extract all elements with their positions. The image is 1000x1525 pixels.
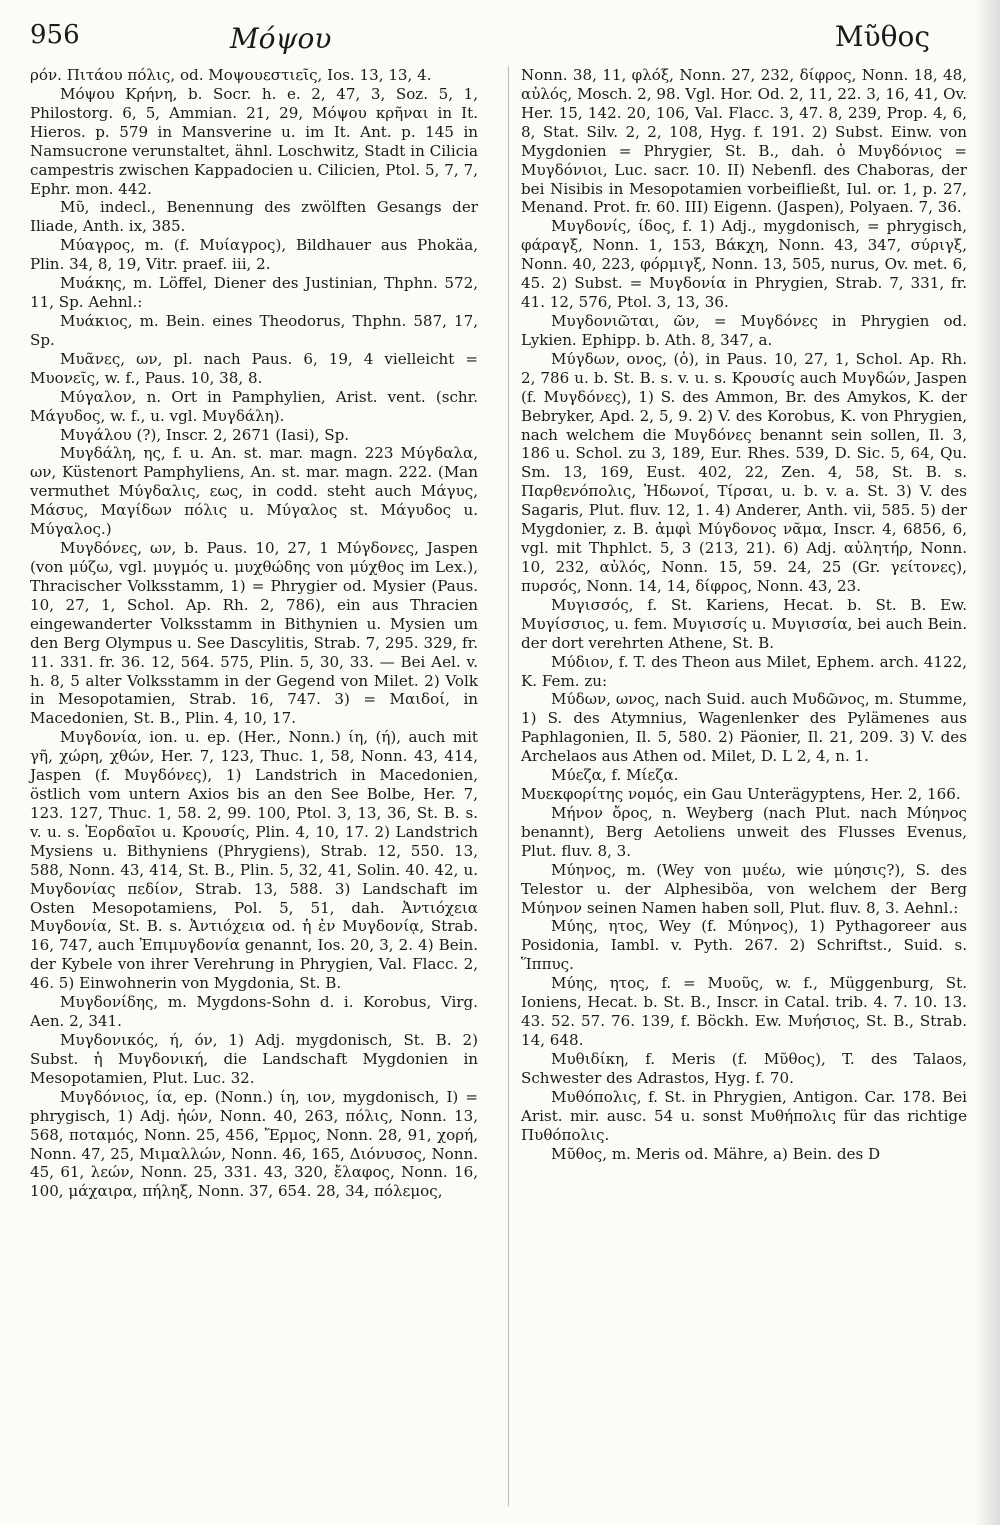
dictionary-entry: Μυγδονίς, ίδος, f. 1) Adj., mygdonisch, = phrygisch, φάραγξ, Nonn. 1, 153, Βάκχη, Nonn. 43, 347, σύριγξ, Nonn. 40, 223, φόρμιγξ, Nonn. 13, 505, nurus, Ov. met. 6, 45. 2) Subst. = Μυγδονία in Phrygien, Strab. 7, 331, fr. 41. 12, 576, Ptol. 3, 13, 36. — [521, 217, 967, 312]
dictionary-entry: Μυᾶνες, ων, pl. nach Paus. 6, 19, 4 vielleicht = Μυονεῖς, w. f., Paus. 10, 38, 8. — [30, 349, 478, 387]
dictionary-entry: Μυγδονία, ion. u. ep. (Her., Nonn.) ίη, (ή), auch mit γῆ, χώρη, χθών, Her. 7, 123, Thuc. 1, 58, Nonn. 43, 414, Jaspen (f. Μυγδόνες), 1) Landstrich in Macedonien, östlich vom untern Axios bis an den See Bolbe, Her. 7, 123. 127, Thuc. 1, 58. 2, 99. 100, Ptol. 3, 13, 36, St. B. s. v. u. s. Ἐορδαῖοι u. Κρουσίς, Plin. 4, 10, 17. 2) Landstrich Mysiens u. Bithyniens (Phrygiens), Strab. 12, 550. 13, 588, Nonn. 43, 414, St. B., Plin. 5, 32, 41, Solin. 40. 42, u. Μυγδονίας πεδίον, Strab. 13, 588. 3) Landschaft im Osten Mesopotamiens, Pol. 5, 51, dah. Ἀντιόχεια Μυγδονία, St. B. s. Ἀντιόχεια od. ἡ ἐν Μυγδονίᾳ, Strab. 16, 747, auch Ἐπιμυγδονία genannt, Ios. 20, 3, 2. 4) Bein. der Kybele von ihrer Verehrung in Phrygien, Val. Flacc. 2, 46. 5) Einwohnerin von Mygdonia, St. B. — [30, 728, 478, 993]
running-head-left: Μόψου — [230, 22, 332, 55]
dictionary-entry: Μυγάλου (?), Inscr. 2, 2671 (Iasi), Sp. — [60, 425, 350, 444]
dictionary-entry: Μύγαλον, n. Ort in Pamphylien, Arist. vent. (schr. Μάγυδος, w. f., u. vgl. Μυγδάλη). — [30, 387, 478, 425]
dictionary-entry: ρόν. Πιτάου πόλις, od. Μοψουεστιεῖς, Ios. 13, 13, 4. — [30, 66, 432, 84]
dictionary-entry: Μυεκφορίτης νομός, ein Gau Unterägyptens, Her. 2, 166. — [521, 785, 961, 804]
dictionary-entry: Μύης, ητος, Wey (f. Μύηνος), 1) Pythagoreer aus Posidonia, Iambl. v. Pyth. 267. 2) Schriftst., Suid. s. Ἵππυς. — [521, 917, 967, 974]
running-head-right: Μῦθος — [834, 20, 930, 53]
dictionary-entry: Μυγδονιῶται, ῶν, = Μυγδόνες in Phrygien od. Lykien. Ephipp. b. Ath. 8, 347, a. — [521, 311, 967, 349]
right-column — [521, 66, 967, 1163]
dictionary-entry: Μύδιον, f. T. des Theon aus Milet, Ephem. arch. 4122, K. Fem. zu: — [521, 652, 967, 690]
dictionary-entry: Μυγδόνιος, ία, ep. (Nonn.) ίη, ιον, mygdonisch, I) = phrygisch, 1) Adj. ἠών, Nonn. 40, 263, πόλις, Nonn. 13, 568, ποταμός, Nonn. 25, 456, Ἔρμος, Nonn. 28, 91, χορή, Nonn. 47, 25, Μιμαλλών, Nonn. 46, 165, Διόνυσος, Nonn. 45, 61, λεών, Nonn. 25, 331. 43, 320, ἔλαφος, Nonn. 16, 100, μάχαιρα, πήληξ, Nonn. 37, 654. 28, 34, πόλεμος, — [30, 1087, 478, 1201]
dictionary-entry: Μυθόπολις, f. St. in Phrygien, Antigon. Car. 178. Bei Arist. mir. ausc. 54 u. sonst Μυθήπολις für das richtige Πυθόπολις. — [521, 1087, 967, 1144]
dictionary-entry: Nonn. 38, 11, φλόξ, Nonn. 27, 232, δίφρος, Nonn. 18, 48, αὐλός, Mosch. 2, 98. Vgl. Hor. Od. 2, 11, 22. 3, 16, 41, Ov. Her. 15, 142. 20, 106, Val. Flacc. 3, 47. 8, 239, Prop. 4, 6, 8, Stat. Silv. 2, 2, 108, Hyg. f. 191. 2) Subst. Einw. von Mygdonien = Phrygier, St. B., dah. ὁ Μυγδόνιος = Μυγδόνιοι, Luc. sacr. 10. II) Nebenfl. des Chaboras, der bei Nisibis in Mesopotamien vorbeifließt, Iul. or. 1, p. 27, Menand. Prot. fr. 60. III) Eigenn. (Jaspen), Polyaen. 7, 36. — [521, 66, 967, 217]
page-number: 956 — [30, 20, 80, 50]
dictionary-entry: Μυγδονικός, ή, όν, 1) Adj. mygdonisch, St. B. 2) Subst. ἡ Μυγδονική, die Landschaft Mygdonien in Mesopotamien, Plut. Luc. 32. — [30, 1031, 478, 1087]
dictionary-entry: Μύγδων, ονος, (ὁ), in Paus. 10, 27, 1, Schol. Ap. Rh. 2, 786 u. b. St. B. s. v. u. s. Κρουσίς auch Μυγδών, Jaspen (f. Μυγδόνες), 1) S. des Ammon, Br. des Amykos, K. der Bebryker, Apd. 2, 5, 9. 2) V. des Korobus, K. von Phrygien, nach welchem die Μυγδόνες benannt sein sollen, Il. 3, 186 u. Schol. zu 3, 189, Eur. Rhes. 539, D. Sic. 5, 64, Qu. Sm. 13, 169, Eust. 402, 22, Zen. 4, 58, St. B. s. Παρθενόπολις, Ἠδωνοί, Τίρσαι, u. b. v. a. St. 3) V. des Sagaris, Plut. fluv. 12, 1. 4) Anderer, Anth. vii, 585. 5) der Mygdonier, z. B. ἀμφὶ Μύγδονος νᾶμα, Inscr. 4, 6856, 6, vgl. mit Thphlct. 5, 3 (213, 21). 6) Adj. αὐλητήρ, Nonn. 10, 232, αὐλός, Nonn. 15, 59. 24, 25 (Gr. γείτονες), πυρσός, Nonn. 14, 14, δίφρος, Nonn. 43, 23. — [521, 349, 967, 595]
dictionary-entry: Μύηνος, m. (Wey von μυέω, wie μύησις?), S. des Telestor u. der Alphesiböa, von welchem der Berg Μύηνον seinen Namen haben soll, Plut. fluv. 8, 3. Aehnl.: — [521, 860, 967, 917]
dictionary-entry: Μόψου Κρήνη, b. Socr. h. e. 2, 47, 3, Soz. 5, 1, Philostorg. 6, 5, Ammian. 21, 29, Μόψου κρῆναι in It. Hieros. p. 579 in Mansverine u. im It. Ant. p. 145 in Namsucrone verunstaltet, ähnl. Loschwitz, Stadt in Cilicia campestris zwischen Kappadocien u. Cilicien, Ptol. 5, 7, 7, Ephr. mon. 442. — [30, 84, 478, 198]
dictionary-entry: Μυάκιος, m. Bein. eines Theodorus, Thphn. 587, 17, Sp. — [30, 311, 478, 349]
page-edge-shadow — [974, 0, 1000, 1525]
dictionary-entry: Μήνον ὄρος, n. Weyberg (nach Plut. nach Μύηνος benannt), Berg Aetoliens unweit des Flusses Evenus, Plut. fluv. 8, 3. — [521, 803, 967, 860]
column-divider — [508, 66, 509, 1506]
dictionary-entry: Μύαγρος, m. (f. Μυίαγρος), Bildhauer aus Phokäa, Plin. 34, 8, 19, Vitr. praef. iii, 2. — [30, 236, 478, 274]
dictionary-entry: Μυθιδίκη, f. Meris (f. Μῦθος), T. des Talaos, Schwester des Adrastos, Hyg. f. 70. — [521, 1049, 967, 1087]
dictionary-entry: Μυγδονίδης, m. Mygdons-Sohn d. i. Korobus, Virg. Aen. 2, 341. — [30, 993, 478, 1031]
dictionary-entry: Μυγδάλη, ης, f. u. An. st. mar. magn. 223 Μύγδαλα, ων, Küstenort Pamphyliens, An. st. mar. magn. 222. (Man vermuthet Μύγδαλις, εως, in codd. steht auch Μάγυς, Μάσυς, Μαγίδων πόλις u. Μύγαλος st. Μάγυδος u. Μύγαλος.) — [30, 444, 478, 539]
dictionary-entry: Μῦθος, m. Meris od. Mähre, a) Bein. des D — [551, 1144, 881, 1163]
dictionary-entry: Μύδων, ωνος, nach Suid. auch Μυδῶνος, m. Stumme, 1) S. des Atymnius, Wagenlenker des Pylämenes aus Paphlagonien, Il. 5, 580. 2) Päonier, Il. 21, 209. 3) V. des Archelaos aus Athen od. Milet, D. L 2, 4, n. 1. — [521, 690, 967, 766]
left-column — [30, 66, 478, 1201]
dictionary-entry: Μυάκης, m. Löffel, Diener des Justinian, Thphn. 572, 11, Sp. Aehnl.: — [30, 274, 478, 312]
page-header — [30, 12, 960, 62]
dictionary-entry: Μύης, ητος, f. = Μυοῦς, w. f., Müggenburg, St. Ioniens, Hecat. b. St. B., Inscr. in Catal. trib. 4. 7. 10. 13. 43. 52. 57. 76. 139, f. Böckh. Ew. Μυήσιος, St. B., Strab. 14, 648. — [521, 974, 967, 1050]
dictionary-entry: Μυγδόνες, ων, b. Paus. 10, 27, 1 Μύγδονες, Jaspen (von μύζω, vgl. μυγμός u. μυχθώδης von μύχθος im Lex.), Thracischer Volksstamm, 1) = Phrygier od. Mysier (Paus. 10, 27, 1, Schol. Ap. Rh. 2, 786), ein aus Thracien eingewanderter Volksstamm in Bithynien u. Mysien um den Berg Olympus u. See Dascylitis, Strab. 7, 295. 329, fr. 11. 331. fr. 36. 12, 564. 575, Plin. 5, 30, 33. — Bei Ael. v. h. 8, 5 alter Volksstamm in der Gegend von Milet. 2) Volk in Mesopotamien, Strab. 16, 747. 3) = Μαιδοί, in Macedonien, St. B., Plin. 4, 10, 17. — [30, 539, 478, 728]
dictionary-entry: Μῦ, indecl., Benennung des zwölften Gesangs der Iliade, Anth. ix, 385. — [30, 198, 478, 236]
dictionary-entry: Μυγισσός, f. St. Kariens, Hecat. b. St. B. Ew. Μυγίσσιος, u. fem. Μυγισσίς u. Μυγισσία, bei auch Bein. der dort verehrten Athene, St. B. — [521, 595, 967, 652]
dictionary-entry: Μύεζα, f. Μίεζα. — [551, 766, 679, 785]
